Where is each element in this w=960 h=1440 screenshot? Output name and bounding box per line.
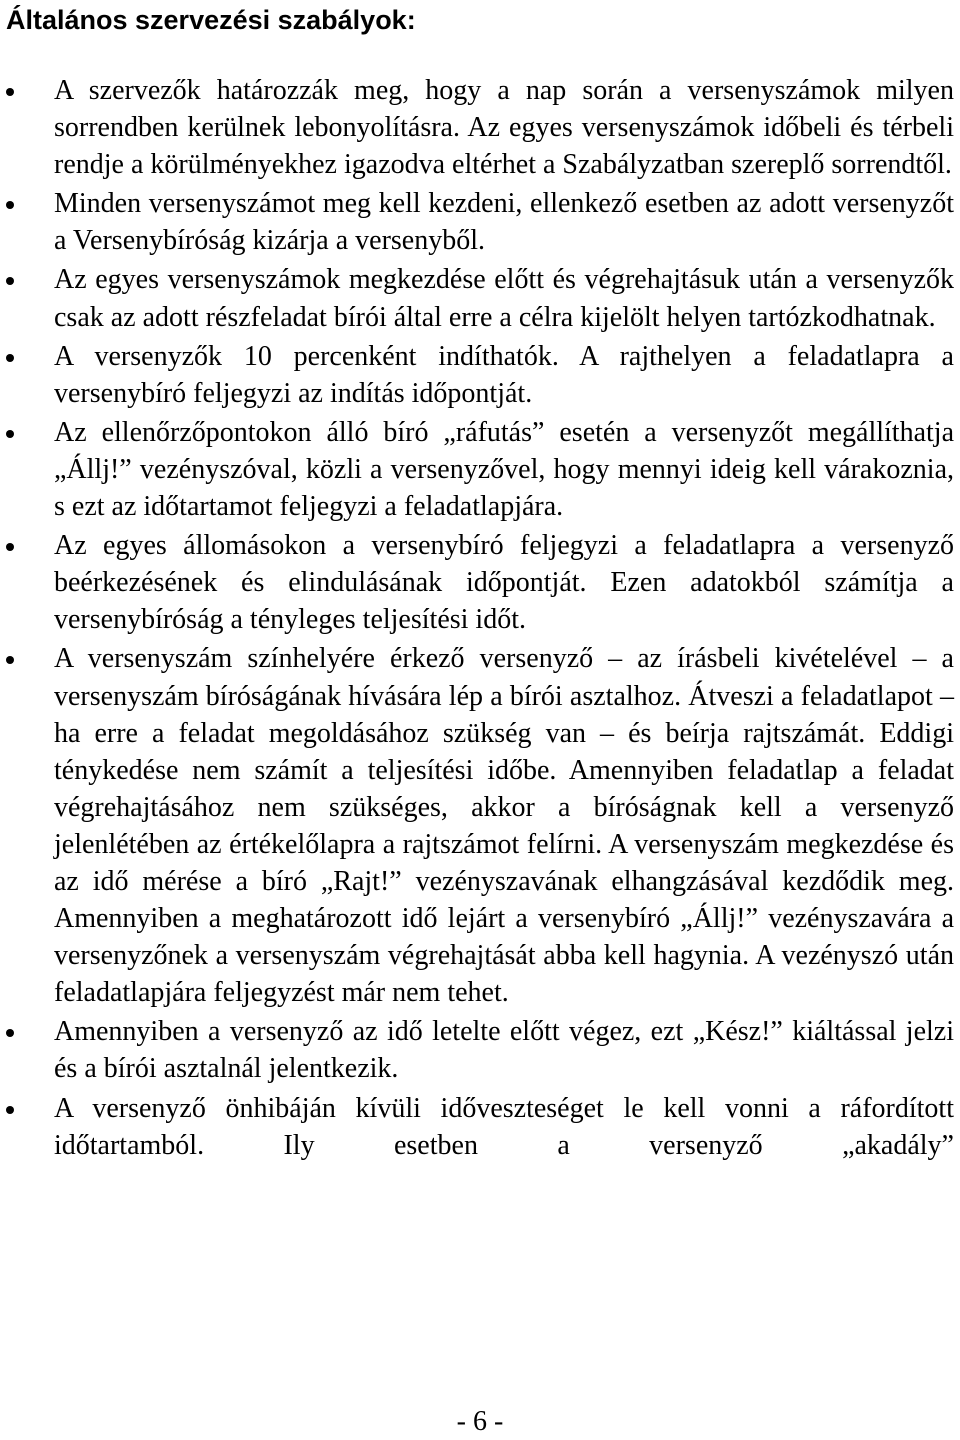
bullet-icon (6, 1106, 14, 1114)
section-heading: Általános szervezési szabályok: (6, 5, 416, 35)
rule-text: Minden versenyszámot meg kell kezdeni, ellenkező esetben az adott versenyzőt a Versenybíróság kizárja a versenyből. (54, 188, 954, 257)
rule-item (0, 72, 960, 183)
rule-item (0, 527, 960, 638)
rule-text: A versenyző önhibáján kívüli időveszteséget le kell vonni a ráfordított időtartamból. Ily esetben a versenyző „akadály” (54, 1092, 954, 1161)
rule-item (0, 640, 960, 1011)
bullet-icon (6, 354, 14, 362)
rules-list (0, 72, 960, 1166)
rule-item (0, 338, 960, 412)
rule-item (0, 261, 960, 335)
bullet-icon (6, 1029, 14, 1037)
rule-item (0, 414, 960, 525)
rule-item (0, 1090, 960, 1164)
rule-text: A szervezők határozzák meg, hogy a nap során a versenyszámok milyen sorrendben kerülnek lebonyolításra. Az egyes versenyszámok időbeli és térbeli rendje a körülményekhez igazodva eltérhet a Szabályzatban szereplő sorrendtől. (54, 75, 954, 181)
bullet-icon (6, 201, 14, 209)
page-number: - 6 - (456, 1406, 504, 1437)
rule-text: Az ellenőrzőpontokon álló bíró „ráfutás” esetén a versenyzőt megállíthatja „Állj!” vezényszóval, közli a versenyzővel, hogy mennyi ideig kell várakoznia, s ezt az időtartamot feljegyzi a feladatlapjára. (54, 416, 954, 523)
rule-item (0, 185, 960, 259)
rule-text: Az egyes állomásokon a versenybíró feljegyzi a feladatlapra a versenyző beérkezésének és elindulásának időpontját. Ezen adatokból számítja a versenybíróság a tényleges teljesítési időt. (54, 530, 954, 636)
bullet-icon (6, 88, 14, 96)
rule-text: A versenyszám színhelyére érkező versenyző – az írásbeli kivételével – a versenyszám bíróságának hívására lép a bírói asztalhoz. Átveszi a feladatlapot – ha erre a feladat megoldásához szükség van – és beírja rajtszámát. Eddigi ténykedése nem számít a teljesítési időbe. Amennyiben feladatlap a feladat végrehajtásához nem szükséges, akkor a bíróságnak kell a versenyző jelenlétében az értékelőlapra a rajtszámot felírni. A versenyszám megkezdése és az idő mérése a bíró „Rajt!” vezényszavának elhangzásával kezdődik meg. Amennyiben a meghatározott idő lejárt a versenybíró „Állj!” vezényszavára a versenyzőnek a versenyszám végrehajtását abba kell hagynia. A vezényszó után feladatlapjára feljegyzést már nem tehet. (54, 643, 954, 1009)
rule-item (0, 1013, 960, 1087)
rule-text: Amennyiben a versenyző az idő letelte előtt végez, ezt „Kész!” kiáltással jelzi és a bírói asztalnál jelentkezik. (54, 1016, 954, 1085)
bullet-icon (6, 656, 14, 664)
rule-text: A versenyzők 10 percenként indíthatók. A rajthelyen a feladatlapra a versenybíró feljegyzi az indítás időpontját. (54, 340, 954, 409)
bullet-icon (6, 430, 14, 438)
bullet-icon (6, 277, 14, 285)
rule-text: Az egyes versenyszámok megkezdése előtt és végrehajtásuk után a versenyzők csak az adott részfeladat bírói által erre a célra kijelölt helyen tartózkodhatnak. (54, 264, 954, 333)
bullet-icon (6, 543, 14, 551)
